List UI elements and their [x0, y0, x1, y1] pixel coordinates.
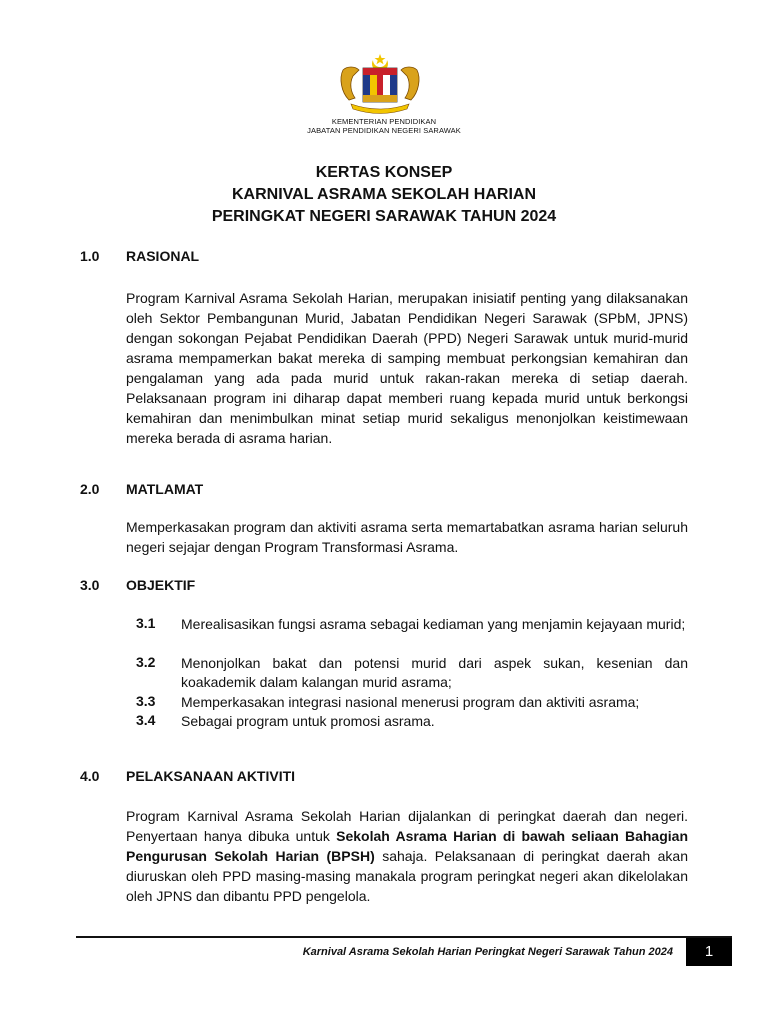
- section-1-number: 1.0: [80, 248, 100, 264]
- section-3-heading: OBJEKTIF: [126, 577, 196, 593]
- section-4-number: 4.0: [80, 768, 100, 784]
- objective-text: Merealisasikan fungsi asrama sebagai kediaman yang menjamin kejayaan murid;: [181, 616, 686, 632]
- objective-text: Sebagai program untuk promosi asrama.: [181, 713, 435, 729]
- document-title-line1: KERTAS KONSEP: [315, 164, 453, 181]
- page-number: 1: [686, 938, 732, 966]
- document-title-line2: KARNIVAL ASRAMA SEKOLAH HARIAN: [232, 186, 536, 203]
- section-4-body: Program Karnival Asrama Sekolah Harian dijalankan di peringkat daerah dan negeri. Penyertaan hanya dibuka untuk Sekolah Asrama Harian di bawah seliaan Bahagian Pengurusan Sekolah Harian (BPSH) sahaja. Pelaksanaan di peringkat daerah akan diuruskan oleh PPD masing-masing manakala program peringkat negeri akan dikelolakan oleh JPNS dan dibantu PPD pengelola.: [126, 808, 688, 904]
- objective-text: Menonjolkan bakat dan potensi murid dari aspek sukan, kesenian dan koakademik dalam kalangan murid asrama;: [181, 655, 688, 690]
- section-2-heading: MATLAMAT: [126, 481, 204, 497]
- objective-number: 3.1: [136, 615, 156, 631]
- objective-number: 3.4: [136, 712, 156, 728]
- section-3-number: 3.0: [80, 577, 100, 593]
- malaysia-coat-of-arms-icon: [337, 52, 423, 114]
- section-2-number: 2.0: [80, 481, 100, 497]
- ministry-name: KEMENTERIAN PENDIDIKAN: [331, 117, 437, 126]
- department-name: JABATAN PENDIDIKAN NEGERI SARAWAK: [307, 126, 461, 135]
- section-1-body: Program Karnival Asrama Sekolah Harian, merupakan inisiatif penting yang dilaksanakan oleh Sektor Pembangunan Murid, Jabatan Pendidikan Negeri Sarawak (SPbM, JPNS) dengan sokongan Pejabat Pendidikan Daerah (PPD) Negeri Sarawak untuk murid-murid asrama mempamerkan bakat mereka di samping membuat perkongsian kemahiran dan pengalaman yang ada pada murid untuk rakan-rakan mereka di setiap daerah. Pelaksanaan program ini diharap dapat memberi ruang kepada murid untuk berkongsi kemahiran dan menimbulkan minat setiap murid sekaligus menonjolkan keistimewaan mereka berada di asrama harian.: [126, 290, 688, 446]
- objective-text: Memperkasakan integrasi nasional menerusi program dan aktiviti asrama;: [181, 694, 640, 710]
- footer-divider: [76, 936, 732, 938]
- bold-emphasis: Sekolah Asrama Harian di bawah seliaan Bahagian Pengurusan Sekolah Harian (BPSH): [126, 828, 688, 864]
- section-4-heading: PELAKSANAAN AKTIVITI: [126, 768, 296, 784]
- section-1-heading: RASIONAL: [126, 248, 200, 264]
- footer-title: Karnival Asrama Sekolah Harian Peringkat Negeri Sarawak Tahun 2024: [302, 946, 673, 958]
- objective-number: 3.2: [136, 654, 156, 670]
- section-2-body: Memperkasakan program dan aktiviti asrama serta memartabatkan asrama harian seluruh negeri sejajar dengan Program Transformasi Asrama.: [126, 519, 688, 555]
- document-title-line3: PERINGKAT NEGERI SARAWAK TAHUN 2024: [211, 208, 557, 225]
- objective-number: 3.3: [136, 693, 156, 709]
